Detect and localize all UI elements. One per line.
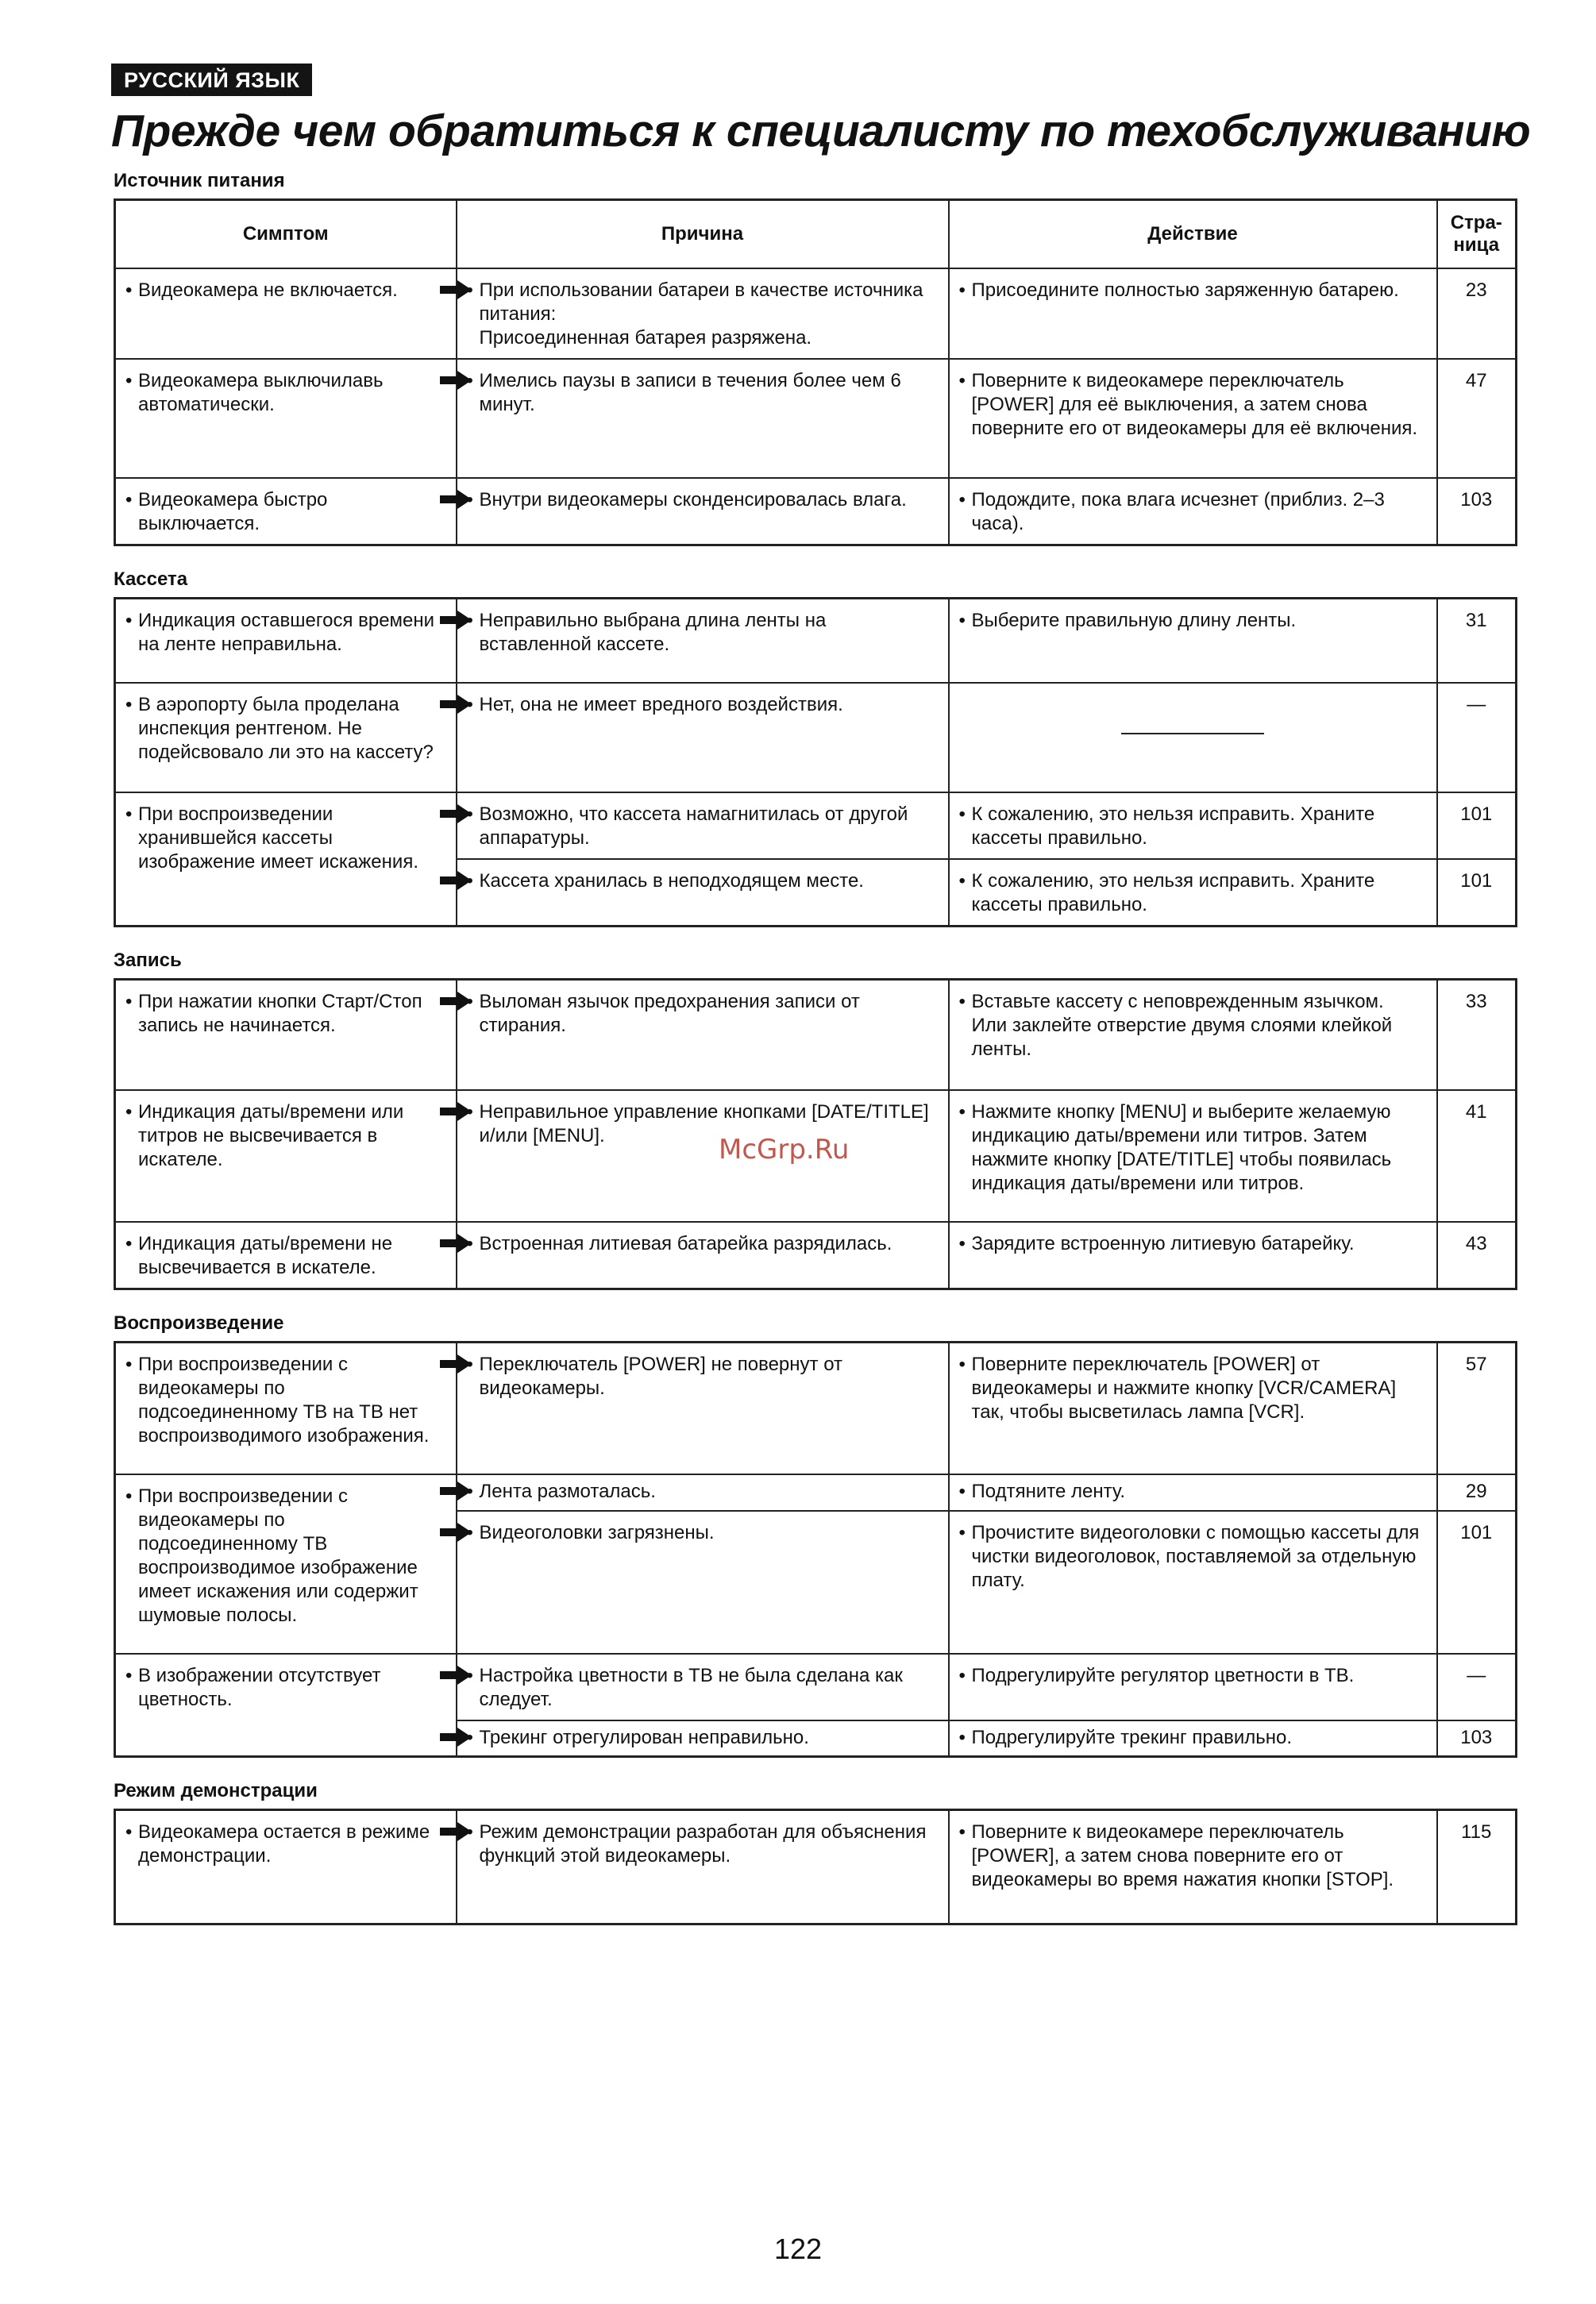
header-cause: Причина — [457, 200, 949, 269]
cause-cell: • Лента размоталась. — [457, 1474, 949, 1511]
page-cell: 33 — [1437, 979, 1517, 1090]
section-title-cassette: Кассета — [114, 568, 188, 590]
right-arrow-icon — [440, 1666, 472, 1685]
right-arrow-icon — [440, 490, 472, 509]
cause-cell: • Внутри видеокамеры сконденсировалась влага. — [457, 478, 949, 545]
action-cell: • Выберите правильную длину ленты. — [949, 599, 1437, 683]
symptom-cell: • Видеокамера остается в режиме демонстрации. — [115, 1810, 457, 1924]
right-arrow-icon — [440, 1481, 472, 1501]
right-arrow-icon — [440, 1822, 472, 1841]
action-cell: • Подрегулируйте регулятор цветности в ТВ. — [949, 1654, 1437, 1720]
table-power — [114, 198, 1517, 546]
symptom-cell: • Видеокамера быстро выключается. — [115, 478, 457, 545]
action-cell: • Нажмите кнопку [MENU] и выберите желаемую индикацию даты/времени или титров. Затем нажмите кнопку [DATE/TITLE] чтобы появилась индикация даты/времени или титров. — [949, 1090, 1437, 1222]
action-cell: • Прочистите видеоголовки с помощью кассеты для чистки видеоголовок, поставляемой за отдельную плату. — [949, 1511, 1437, 1654]
right-arrow-icon — [440, 695, 472, 714]
cause-cell: • Имелись паузы в записи в течения более чем 6 минут. — [457, 359, 949, 478]
cause-cell: • Трекинг отрегулирован неправильно. — [457, 1720, 949, 1757]
right-arrow-icon — [440, 1728, 472, 1747]
table-row — [115, 268, 1517, 359]
page-title: Прежде чем обратиться к специалисту по техобслуживанию — [111, 106, 1531, 156]
cause-cell: • Настройка цветности в ТВ не была сделана как следует. — [457, 1654, 949, 1720]
right-arrow-icon — [440, 1523, 472, 1542]
cause-cell: • Встроенная литиевая батарейка разрядилась. — [457, 1222, 949, 1289]
action-cell — [949, 683, 1437, 792]
cause-cell: • Кассета хранилась в неподходящем месте. — [457, 859, 949, 927]
cause-cell: • Неправильное управление кнопками [DATE/TITLE] и/или [MENU]. — [457, 1090, 949, 1222]
table-row — [115, 1810, 1517, 1924]
symptom-cell: • Индикация оставшегося времени на ленте неправильна. — [115, 599, 457, 683]
cause-cell: • Режим демонстрации разработан для объяснения функций этой видеокамеры. — [457, 1810, 949, 1924]
symptom-cell: • При воспроизведении хранившейся кассеты изображение имеет искажения. — [115, 792, 457, 927]
action-cell: • Поверните к видеокамере переключатель [POWER], а затем снова поверните его от видеокамеры во время нажатия кнопки [STOP]. — [949, 1810, 1437, 1924]
page-cell: 23 — [1437, 268, 1517, 359]
symptom-cell: • В аэропорту была проделана инспекция рентгеном. Не подейсвовало ли это на кассету? — [115, 683, 457, 792]
cause-cell: • Переключатель [POWER] не повернут от видеокамеры. — [457, 1343, 949, 1474]
right-arrow-icon — [440, 804, 472, 823]
page-cell: 101 — [1437, 859, 1517, 927]
page-cell: 31 — [1437, 599, 1517, 683]
cause-cell: • При использовании батареи в качестве источника питания: Присоединенная батарея разряжена. — [457, 268, 949, 359]
page-cell: 47 — [1437, 359, 1517, 478]
section-title-record: Запись — [114, 949, 182, 971]
section-title-power: Источник питания — [114, 170, 285, 191]
header-page: Стра- ница — [1437, 200, 1517, 269]
symptom-cell: • Видеокамера выключилавь автоматически. — [115, 359, 457, 478]
page-number: 122 — [773, 2233, 823, 2265]
cause-cell: • Выломан язычок предохранения записи от стирания. — [457, 979, 949, 1090]
action-cell: • Вставьте кассету с неповрежденным язычком. Или заклейте отверстие двумя слоями клейкой ленты. — [949, 979, 1437, 1090]
symptom-cell: • Индикация даты/времени или титров не высвечивается в искателе. — [115, 1090, 457, 1222]
symptom-cell: • При нажатии кнопки Старт/Стоп запись не начинается. — [115, 979, 457, 1090]
action-cell: • К сожалению, это нельзя исправить. Храните кассеты правильно. — [949, 792, 1437, 859]
section-title-playback: Воспроизведение — [114, 1312, 284, 1334]
table-cassette — [114, 597, 1517, 927]
page-cell: — — [1437, 1654, 1517, 1720]
header-symptom: Симптом — [115, 200, 457, 269]
right-arrow-icon — [440, 371, 472, 390]
symptom-cell: • Видеокамера не включается. — [115, 268, 457, 359]
action-cell: • Зарядите встроенную литиевую батарейку. — [949, 1222, 1437, 1289]
right-arrow-icon — [440, 1234, 472, 1253]
table-playback — [114, 1341, 1517, 1758]
cause-cell: • Видеоголовки загрязнены. — [457, 1511, 949, 1654]
table-row — [115, 1474, 1517, 1511]
page-cell: 103 — [1437, 1720, 1517, 1757]
watermark: McGrp.Ru — [719, 1134, 850, 1165]
page-cell: 115 — [1437, 1810, 1517, 1924]
language-tag: РУССКИЙ ЯЗЫК — [111, 64, 312, 96]
page-cell: 43 — [1437, 1222, 1517, 1289]
cause-cell: • Неправильно выбрана длина ленты на вставленной кассете. — [457, 599, 949, 683]
empty-action-line — [1121, 733, 1264, 734]
right-arrow-icon — [440, 611, 472, 630]
page-cell: 101 — [1437, 1511, 1517, 1654]
action-cell: • Присоедините полностью заряженную батарею. — [949, 268, 1437, 359]
table-row — [115, 1343, 1517, 1474]
section-title-demo: Режим демонстрации — [114, 1780, 318, 1801]
header-action: Действие — [949, 200, 1437, 269]
right-arrow-icon — [440, 871, 472, 890]
cause-cell: • Нет, она не имеет вредного воздействия. — [457, 683, 949, 792]
right-arrow-icon — [440, 280, 472, 299]
page-cell: 57 — [1437, 1343, 1517, 1474]
table-row — [115, 359, 1517, 478]
table-row — [115, 683, 1517, 792]
table-demo — [114, 1809, 1517, 1925]
symptom-cell: • При воспроизведении с видеокамеры по подсоединенному ТВ воспроизводимое изображение имеет искажения или содержит шумовые полосы. — [115, 1474, 457, 1654]
symptom-cell: • При воспроизведении с видеокамеры по подсоединенному ТВ на ТВ нет воспроизводимого изображения. — [115, 1343, 457, 1474]
troubleshooting-content — [114, 170, 1515, 1925]
action-cell: • К сожалению, это нельзя исправить. Храните кассеты правильно. — [949, 859, 1437, 927]
table-row — [115, 1654, 1517, 1720]
table-row — [115, 1222, 1517, 1289]
table-row — [115, 599, 1517, 683]
action-cell: • Поверните переключатель [POWER] от видеокамеры и нажмите кнопку [VCR/CAMERA] так, чтобы высветилась лампа [VCR]. — [949, 1343, 1437, 1474]
page-cell: — — [1437, 683, 1517, 792]
page-cell: 29 — [1437, 1474, 1517, 1511]
action-cell: • Подождите, пока влага исчезнет (приблиз. 2–3 часа). — [949, 478, 1437, 545]
right-arrow-icon — [440, 1102, 472, 1121]
right-arrow-icon — [440, 992, 472, 1011]
table-row — [115, 792, 1517, 859]
table-row — [115, 478, 1517, 545]
table-header-row — [115, 200, 1517, 269]
symptom-cell: • Индикация даты/времени не высвечивается в искателе. — [115, 1222, 457, 1289]
table-row — [115, 979, 1517, 1090]
right-arrow-icon — [440, 1354, 472, 1374]
symptom-cell: • В изображении отсутствует цветность. — [115, 1654, 457, 1757]
page-cell: 41 — [1437, 1090, 1517, 1222]
action-cell: • Подрегулируйте трекинг правильно. — [949, 1720, 1437, 1757]
page-cell: 101 — [1437, 792, 1517, 859]
cause-cell: • Возможно, что кассета намагнитилась от другой аппаратуры. — [457, 792, 949, 859]
action-cell: • Поверните к видеокамере переключатель [POWER] для её выключения, а затем снова поверните его от видеокамеры для её включения. — [949, 359, 1437, 478]
page-cell: 103 — [1437, 478, 1517, 545]
action-cell: • Подтяните ленту. — [949, 1474, 1437, 1511]
